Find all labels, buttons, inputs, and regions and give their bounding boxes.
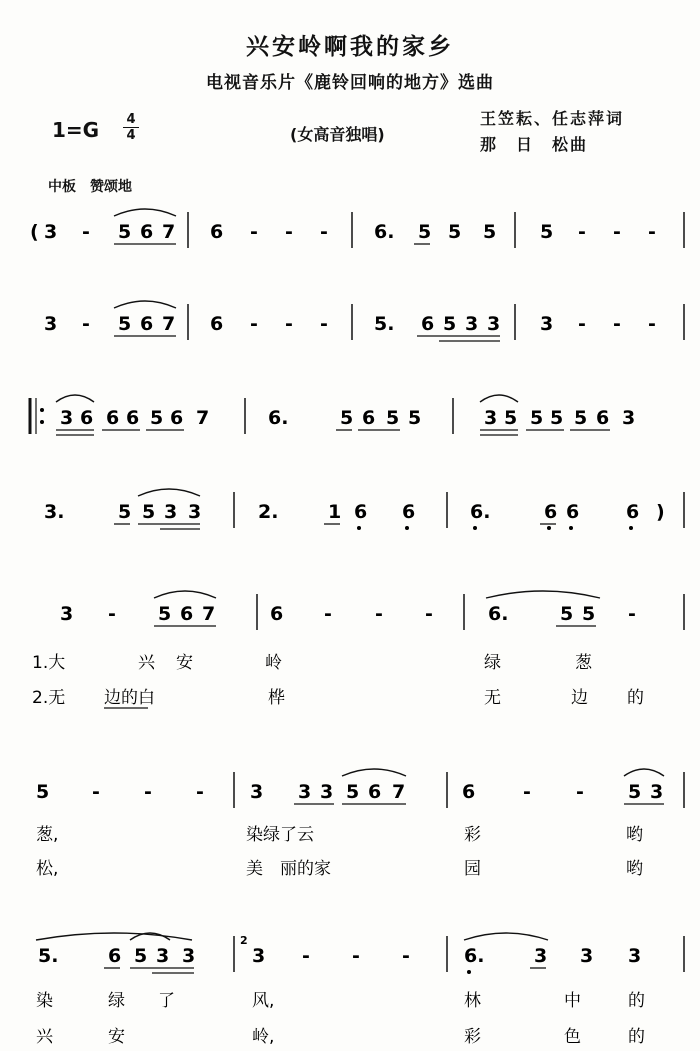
octave-dot <box>467 970 471 974</box>
lyric-verse-1: 葱, <box>36 825 59 845</box>
note: 3 <box>540 313 554 335</box>
lyric-verse-1: 林 <box>464 991 481 1011</box>
slur-arc <box>624 769 664 776</box>
note: - <box>613 221 621 243</box>
lyric-verse-2: 边 <box>571 688 588 708</box>
lyric-verse-2: 松, <box>36 859 59 879</box>
note: 3 <box>484 407 498 429</box>
note: 5 <box>340 407 354 429</box>
note: 6 <box>140 221 154 243</box>
lyric-verse-2: 的 <box>628 1027 645 1047</box>
note: 6 <box>368 781 382 803</box>
note: 3 <box>650 781 664 803</box>
octave-dot <box>569 526 573 530</box>
note: - <box>628 603 636 625</box>
note: 5 <box>483 221 497 243</box>
slur-arc <box>154 591 216 598</box>
note: - <box>108 603 116 625</box>
note: 5 <box>142 501 156 523</box>
note: 6. <box>470 501 491 523</box>
note: 5 <box>36 781 50 803</box>
note: 6 <box>108 945 122 967</box>
note: 3 <box>164 501 178 523</box>
note: 5. <box>38 945 59 967</box>
slur-arc <box>114 209 176 216</box>
lyric-verse-2: 2.无 <box>32 688 66 708</box>
note: 5 <box>530 407 544 429</box>
note: 6 <box>402 501 416 523</box>
note: 6 <box>270 603 284 625</box>
note: 6 <box>421 313 435 335</box>
note: 5 <box>418 221 432 243</box>
note: 7 <box>196 407 210 429</box>
lyric-verse-1: 绿 <box>484 653 501 673</box>
note: 5 <box>134 945 148 967</box>
lyric-verse-2: 兴 <box>36 1027 53 1047</box>
note: 3. <box>44 501 65 523</box>
note: - <box>92 781 100 803</box>
note: 5 <box>504 407 518 429</box>
note: 7 <box>162 221 176 243</box>
note: - <box>82 313 90 335</box>
slur-arc <box>480 395 518 402</box>
note: 3 <box>320 781 334 803</box>
repeat-dot <box>40 420 44 424</box>
note: 6 <box>210 221 224 243</box>
note: 6 <box>354 501 368 523</box>
note: - <box>523 781 531 803</box>
note: 5 <box>574 407 588 429</box>
note: 6 <box>140 313 154 335</box>
lyric-verse-1: 染绿了云 <box>246 825 314 845</box>
note: 3 <box>580 945 594 967</box>
note: - <box>578 313 586 335</box>
note: 3 <box>182 945 196 967</box>
note: 5 <box>150 407 164 429</box>
note: - <box>250 313 258 335</box>
lyricist-credit: 王笠耘、任志萍词 <box>480 109 625 128</box>
lyric-verse-1: 哟 <box>626 825 643 845</box>
note: 2. <box>258 501 279 523</box>
note: 5 <box>408 407 422 429</box>
note: - <box>302 945 310 967</box>
slur-arc <box>486 591 600 598</box>
lyric-verse-1: 的 <box>628 991 645 1011</box>
note: - <box>324 603 332 625</box>
octave-dot <box>547 526 551 530</box>
octave-dot <box>629 526 633 530</box>
octave-dot <box>405 526 409 530</box>
lyric-verse-1: 安 <box>176 653 193 673</box>
note: - <box>320 313 328 335</box>
note: 3 <box>628 945 642 967</box>
key-signature: 1=G <box>52 118 100 142</box>
slur-arc <box>342 769 406 776</box>
note: ( <box>30 221 39 243</box>
slur-arc <box>114 301 176 308</box>
lyric-verse-2: 无 <box>484 688 501 708</box>
note: 6 <box>80 407 94 429</box>
note: 3 <box>250 781 264 803</box>
lyric-verse-2: 园 <box>464 859 481 879</box>
lyric-verse-2: 美 丽的家 <box>246 859 331 879</box>
lyric-verse-2: 的 <box>627 688 644 708</box>
lyric-verse-2: 彩 <box>464 1027 481 1047</box>
note: - <box>196 781 204 803</box>
note: 6. <box>374 221 395 243</box>
note: 5 <box>158 603 172 625</box>
note: 5 <box>540 221 554 243</box>
note: 5. <box>374 313 395 335</box>
tempo-marking: 中板 赞颂地 <box>48 179 132 195</box>
note: 3 <box>534 945 548 967</box>
note: 1 <box>328 501 342 523</box>
note: - <box>578 221 586 243</box>
octave-dot <box>357 526 361 530</box>
note: - <box>144 781 152 803</box>
note: 3 <box>44 313 58 335</box>
note: 5 <box>448 221 462 243</box>
note: - <box>250 221 258 243</box>
note: 7 <box>162 313 176 335</box>
time-signature-bottom: 4 <box>126 128 136 143</box>
note: - <box>320 221 328 243</box>
note: 5 <box>443 313 457 335</box>
note: 6 <box>210 313 224 335</box>
lyric-verse-1: 风, <box>252 991 275 1011</box>
note: 7 <box>392 781 406 803</box>
note: 6. <box>488 603 509 625</box>
slur-arc <box>138 489 200 496</box>
note: 3 <box>60 407 74 429</box>
note: - <box>648 313 656 335</box>
lyric-verse-2: 安 <box>108 1027 125 1047</box>
lyric-verse-2: 色 <box>564 1027 581 1047</box>
note: 6 <box>170 407 184 429</box>
volta-number: 2 <box>240 934 248 947</box>
note: 6 <box>362 407 376 429</box>
octave-dot <box>473 526 477 530</box>
lyric-verse-1: 兴 <box>138 653 155 673</box>
note: 5 <box>628 781 642 803</box>
note: 6. <box>268 407 289 429</box>
lyric-verse-2: 边的白 <box>104 688 155 708</box>
note: - <box>613 313 621 335</box>
note: 5 <box>550 407 564 429</box>
note: - <box>402 945 410 967</box>
note: 5 <box>118 501 132 523</box>
note: 6. <box>464 945 485 967</box>
note: 3 <box>465 313 479 335</box>
slur-arc <box>464 933 548 940</box>
note: 3 <box>487 313 501 335</box>
note: 6 <box>544 501 558 523</box>
note: 5 <box>346 781 360 803</box>
note: ) <box>656 501 665 523</box>
song-title: 兴安岭啊我的家乡 <box>246 34 454 60</box>
note: 3 <box>156 945 170 967</box>
repeat-dot <box>40 408 44 412</box>
note: 6 <box>596 407 610 429</box>
lyric-verse-1: 彩 <box>464 825 481 845</box>
note: 6 <box>626 501 640 523</box>
song-subtitle: 电视音乐片《鹿铃回响的地方》选曲 <box>206 73 494 93</box>
lyric-verse-2: 哟 <box>626 859 643 879</box>
note: - <box>285 313 293 335</box>
note: 5 <box>118 221 132 243</box>
note: 5 <box>582 603 596 625</box>
note: 5 <box>560 603 574 625</box>
note: 3 <box>622 407 636 429</box>
note: 3 <box>298 781 312 803</box>
note: 7 <box>202 603 216 625</box>
note: 5 <box>386 407 400 429</box>
lyric-verse-1: 葱 <box>575 653 592 673</box>
lyric-verse-1: 绿 <box>108 991 125 1011</box>
note: 3 <box>60 603 74 625</box>
composer-credit: 那 日 松曲 <box>480 135 589 154</box>
note: 3 <box>252 945 266 967</box>
note: 6 <box>180 603 194 625</box>
note: 6 <box>566 501 580 523</box>
note: 3 <box>188 501 202 523</box>
note: - <box>285 221 293 243</box>
lyric-verse-2: 岭, <box>252 1027 275 1047</box>
lyric-verse-1: 了 <box>158 991 175 1011</box>
time-signature-top: 4 <box>126 112 136 127</box>
lyric-verse-1: 1.大 <box>32 653 66 673</box>
note: - <box>82 221 90 243</box>
lyric-verse-2: 桦 <box>268 688 285 708</box>
voice-type: (女高音独唱) <box>290 125 385 144</box>
note: 3 <box>44 221 58 243</box>
slur-arc <box>56 395 94 402</box>
lyric-verse-1: 中 <box>564 991 581 1011</box>
note: - <box>576 781 584 803</box>
note: 6 <box>106 407 120 429</box>
lyric-verse-1: 染 <box>36 991 53 1011</box>
note: - <box>648 221 656 243</box>
note: 6 <box>462 781 476 803</box>
note: 6 <box>126 407 140 429</box>
note: 5 <box>118 313 132 335</box>
lyric-verse-1: 岭 <box>265 653 282 673</box>
note: - <box>425 603 433 625</box>
note: - <box>352 945 360 967</box>
note: - <box>375 603 383 625</box>
